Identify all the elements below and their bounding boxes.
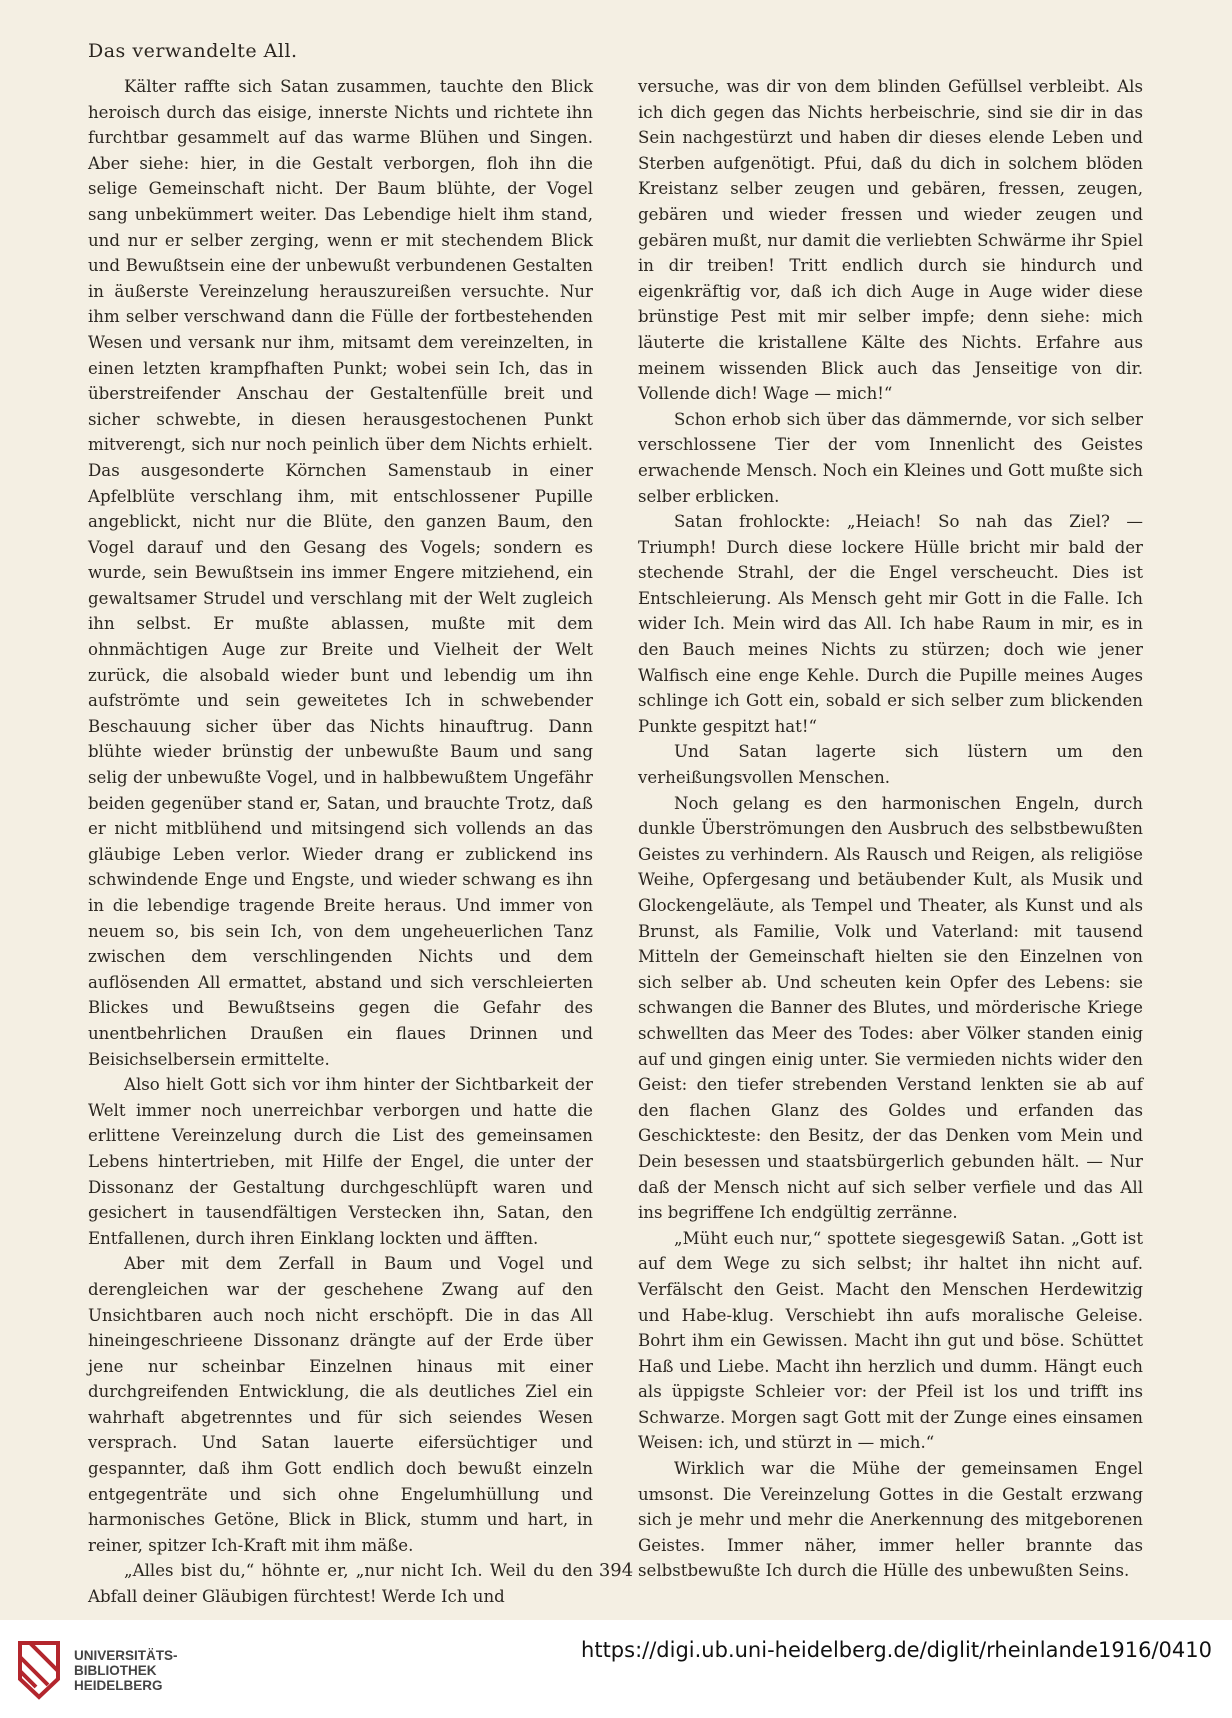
paragraph: Wirklich war die Mühe der gemeinsamen Engel umsonst. Die Vereinzelung Gottes in die Gestalt erzwang sich je mehr und mehr die Anerkennung des mitgeborenen Geistes. Immer näher, immer heller brannte das selbstbewußte Ich durch die Hülle des unbewußten Seins. [638, 1459, 1143, 1581]
paragraph: versuche, was dir von dem blinden Gefüllsel verbleibt. Als ich dich gegen das Nichts herbeischrie, sind sie dir in das Sein nachgestürzt und haben dir dieses elende Leben und Sterben aufgenötigt. Pfui, daß du dich in solchem blöden Kreistanz selber zeugen und gebären, fressen, zeugen, gebären und wieder fressen und wieder zeugen und gebären mußt, nur damit die verliebten Schwärme ihr Spiel in dir treiben! Tritt endlich durch sie hindurch und eigenkräftig vor, daß ich dich Auge in Auge wider diese brünstige Pest mit mir selber impfe; denn siehe: mich läuterte die kristallene Kälte des Nichts. Erfahre aus meinem wissenden Blick auch das Jenseitige von dir. Vollende dich! Wage — mich!“ [638, 77, 1143, 404]
paragraph: Aber mit dem Zerfall in Baum und Vogel und derengleichen war der geschehene Zwang auf den Unsichtbaren auch noch nicht erschöpft. Die in das All hineingeschrieene Dissonanz drängte auf der Erde über jene nur scheinbar Einzelnen hinaus mit einer durchgreifenden Entwicklung, die als deutliches Ziel ein wahrhaft abgetrenntes und für sich seiendes Wesen versprach. Und Satan lauerte eifersüchtiger und gespannter, daß ihm Gott endlich doch bewußt einzeln entgegenträte und sich ohne Engelumhüllung und harmonisches Getöne, Blick in Blick, stumm und hart, in reiner, spitzer Ich-Kraft mit ihm mäße. [88, 1254, 593, 1555]
logo-line: UNIVERSITÄTS- [74, 1647, 178, 1663]
right-column [638, 74, 1143, 1584]
page-number: 394 [598, 1560, 634, 1581]
logo-line: HEIDELBERG [74, 1677, 163, 1693]
paragraph: Schon erhob sich über das dämmernde, vor sich selber verschlossene Tier der vom Innenlicht des Geistes erwachende Mensch. Noch ein Kleines und Gott mußte sich selber erblicken. [638, 409, 1143, 506]
library-logo[interactable] [14, 1630, 314, 1710]
library-seal-icon [14, 1639, 64, 1701]
logo-line: BIBLIOTHEK [74, 1662, 157, 1678]
paragraph: Noch gelang es den harmonischen Engeln, durch dunkle Überströmungen den Ausbruch des selbstbewußten Geistes zu verhindern. Als Rausch und Reigen, als religiöse Weihe, Opfergesang und betäubender Kult, als Musik und Glockengeläute, als Tempel und Theater, als Kunst und als Brunst, als Familie, Volk und Vaterland: mit tausend Mitteln der Gemeinschaft hielten sie den Einzelnen von sich selber ab. Und scheuten kein Opfer des Lebens: sie schwangen die Banner des Blutes, und mörderische Kriege schwellten das Meer des Todes: aber Völker standen einig auf und gingen einig unter. Sie vermieden nichts wider den Geist: den tiefer strebenden Verstand lenkten sie ab auf den flachen Glanz des Goldes und erfanden das Geschickteste: den Besitz, der das Denken vom Mein und Dein besessen und staatsbürgerlich gebunden hält. — Nur daß der Mensch nicht auf sich selber verfiele und das All ins begriffene Ich endgültig zerränne. [638, 793, 1143, 1223]
paragraph: „Müht euch nur,“ spottete siegesgewiß Satan. „Gott ist auf dem Wege zu sich selbst; ihr haltet ihn nicht auf. Verfälscht den Geist. Macht den Menschen Herdewitzig und Habe-klug. Verschiebt ihn aufs moralische Geleise. Bohrt ihm ein Gewissen. Macht ihn gut und böse. Schüttet Haß und Liebe. Macht ihn herzlich und dumm. Hängt euch als üppigste Schleier vor: der Pfeil ist los und trifft ins Schwarze. Morgen sagt Gott mit der Zunge eines einsamen Weisen: ich, und stürzt in — mich.“ [638, 1228, 1143, 1453]
paragraph: Und Satan lagerte sich lüstern um den verheißungsvollen Menschen. [638, 742, 1143, 788]
paragraph: Also hielt Gott sich vor ihm hinter der Sichtbarkeit der Welt immer noch unerreichbar verborgen und hatte die erlittene Vereinzelung durch die List des gemeinsamen Lebens hintertrieben, mit Hilfe der Engel, die unter der Dissonanz der Gestaltung durchgeschlüpft waren und gesichert in tausendfältigen Verstecken ihn, Satan, den Entfallenen, durch ihren Einklang lockten und äfften. [88, 1075, 593, 1248]
paragraph: Kälter raffte sich Satan zusammen, tauchte den Blick heroisch durch das eisige, innerste Nichts und richtete ihn furchtbar gesammelt auf das warme Blühen und Singen. Aber siehe: hier, in die Gestalt verborgen, floh ihn die selige Gemeinschaft nicht. Der Baum blühte, der Vogel sang unbekümmert weiter. Das Lebendige hielt ihm stand, und nur er selber zerging, wenn er mit stechendem Blick und Bewußtsein eine der unbewußt verbundenen Gestalten in äußerste Vereinzelung herauszureißen versuchte. Nur ihm selber verschwand dann die Fülle der fortbestehenden Wesen und versank nur ihm, mitsamt dem vereinzelten, in einen letzten krampfhaften Punkt; wobei sein Ich, das in überstreifender Anschau der Gestaltenfülle breit und sicher schwebte, in diesen herausgestochenen Punkt mitverengt, sich nur noch peinlich über dem Nichts erhielt. Das ausgesonderte Körnchen Samenstaub in einer Apfelblüte verschlang ihm, mit entschlossener Pupille angeblickt, nicht nur die Blüte, den ganzen Baum, den Vogel darauf und den Gesang des Vogels; sondern es wurde, sein Bewußtsein ins immer Engere mitziehend, ein gewaltsamer Strudel und verschlang mit der Welt zugleich ihn selbst. Er mußte ablassen, mußte mit dem ohnmächtigen Auge zur Breite und Vielheit der Welt zurück, die alsobald wieder bunt und lebendig um ihn aufströmte und sein geweitetes Ich in schwebender Beschauung sicher über das Nichts hinauftrug. Dann blühte wieder brünstig der unbewußte Baum und sang selig der unbewußte Vogel, und in halbbewußtem Ungefähr beiden gegenüber stand er, Satan, und brauchte Trotz, daß er nicht mitblühend und mitsingend sich vollends an das gläubige Leben verlor. Wieder drang er zublickend ins schwindende Enge und Engste, und wieder schwang es ihn in die lebendige tragende Breite heraus. Und immer von neuem so, bis sein Ich, von dem ungeheuerlichen Tanz zwischen dem verschlingenden Nichts und dem auflösenden All ermattet, abstand und sich verschleierten Blickes und Bewußtseins gegen die Gefahr des unentbehrlichen Draußen ein flaues Drinnen und Beisichselbersein ermittelte. [88, 77, 593, 1069]
footer-bar [0, 1620, 1232, 1718]
left-column [88, 74, 593, 1610]
running-title: Das verwandelte All. [88, 40, 298, 62]
library-name [74, 1648, 178, 1693]
paragraph: Satan frohlockte: „Heiach! So nah das Ziel? — Triumph! Durch diese lockere Hülle bricht mir bald der stechende Strahl, der die Engel verscheucht. Dies ist Entschleierung. Als Mensch geht mir Gott in die Falle. Ich wider Ich. Mein wird das All. Ich habe Raum in mir, es in den Bauch meines Nichts zu stürzen; doch wie jener Walfisch eine enge Kehle. Durch die Pupille meines Auges schlinge ich Gott ein, sobald er sich selber zum blickenden Punkte gespitzt hat!“ [638, 512, 1143, 736]
source-url[interactable]: https://digi.ub.uni-heidelberg.de/diglit/rheinlande1916/0410 [581, 1638, 1212, 1662]
paragraph: „Alles bist du,“ höhnte er, „nur nicht Ich. Weil du den Abfall deiner Gläubigen fürchtest! Werde Ich und [88, 1561, 593, 1607]
